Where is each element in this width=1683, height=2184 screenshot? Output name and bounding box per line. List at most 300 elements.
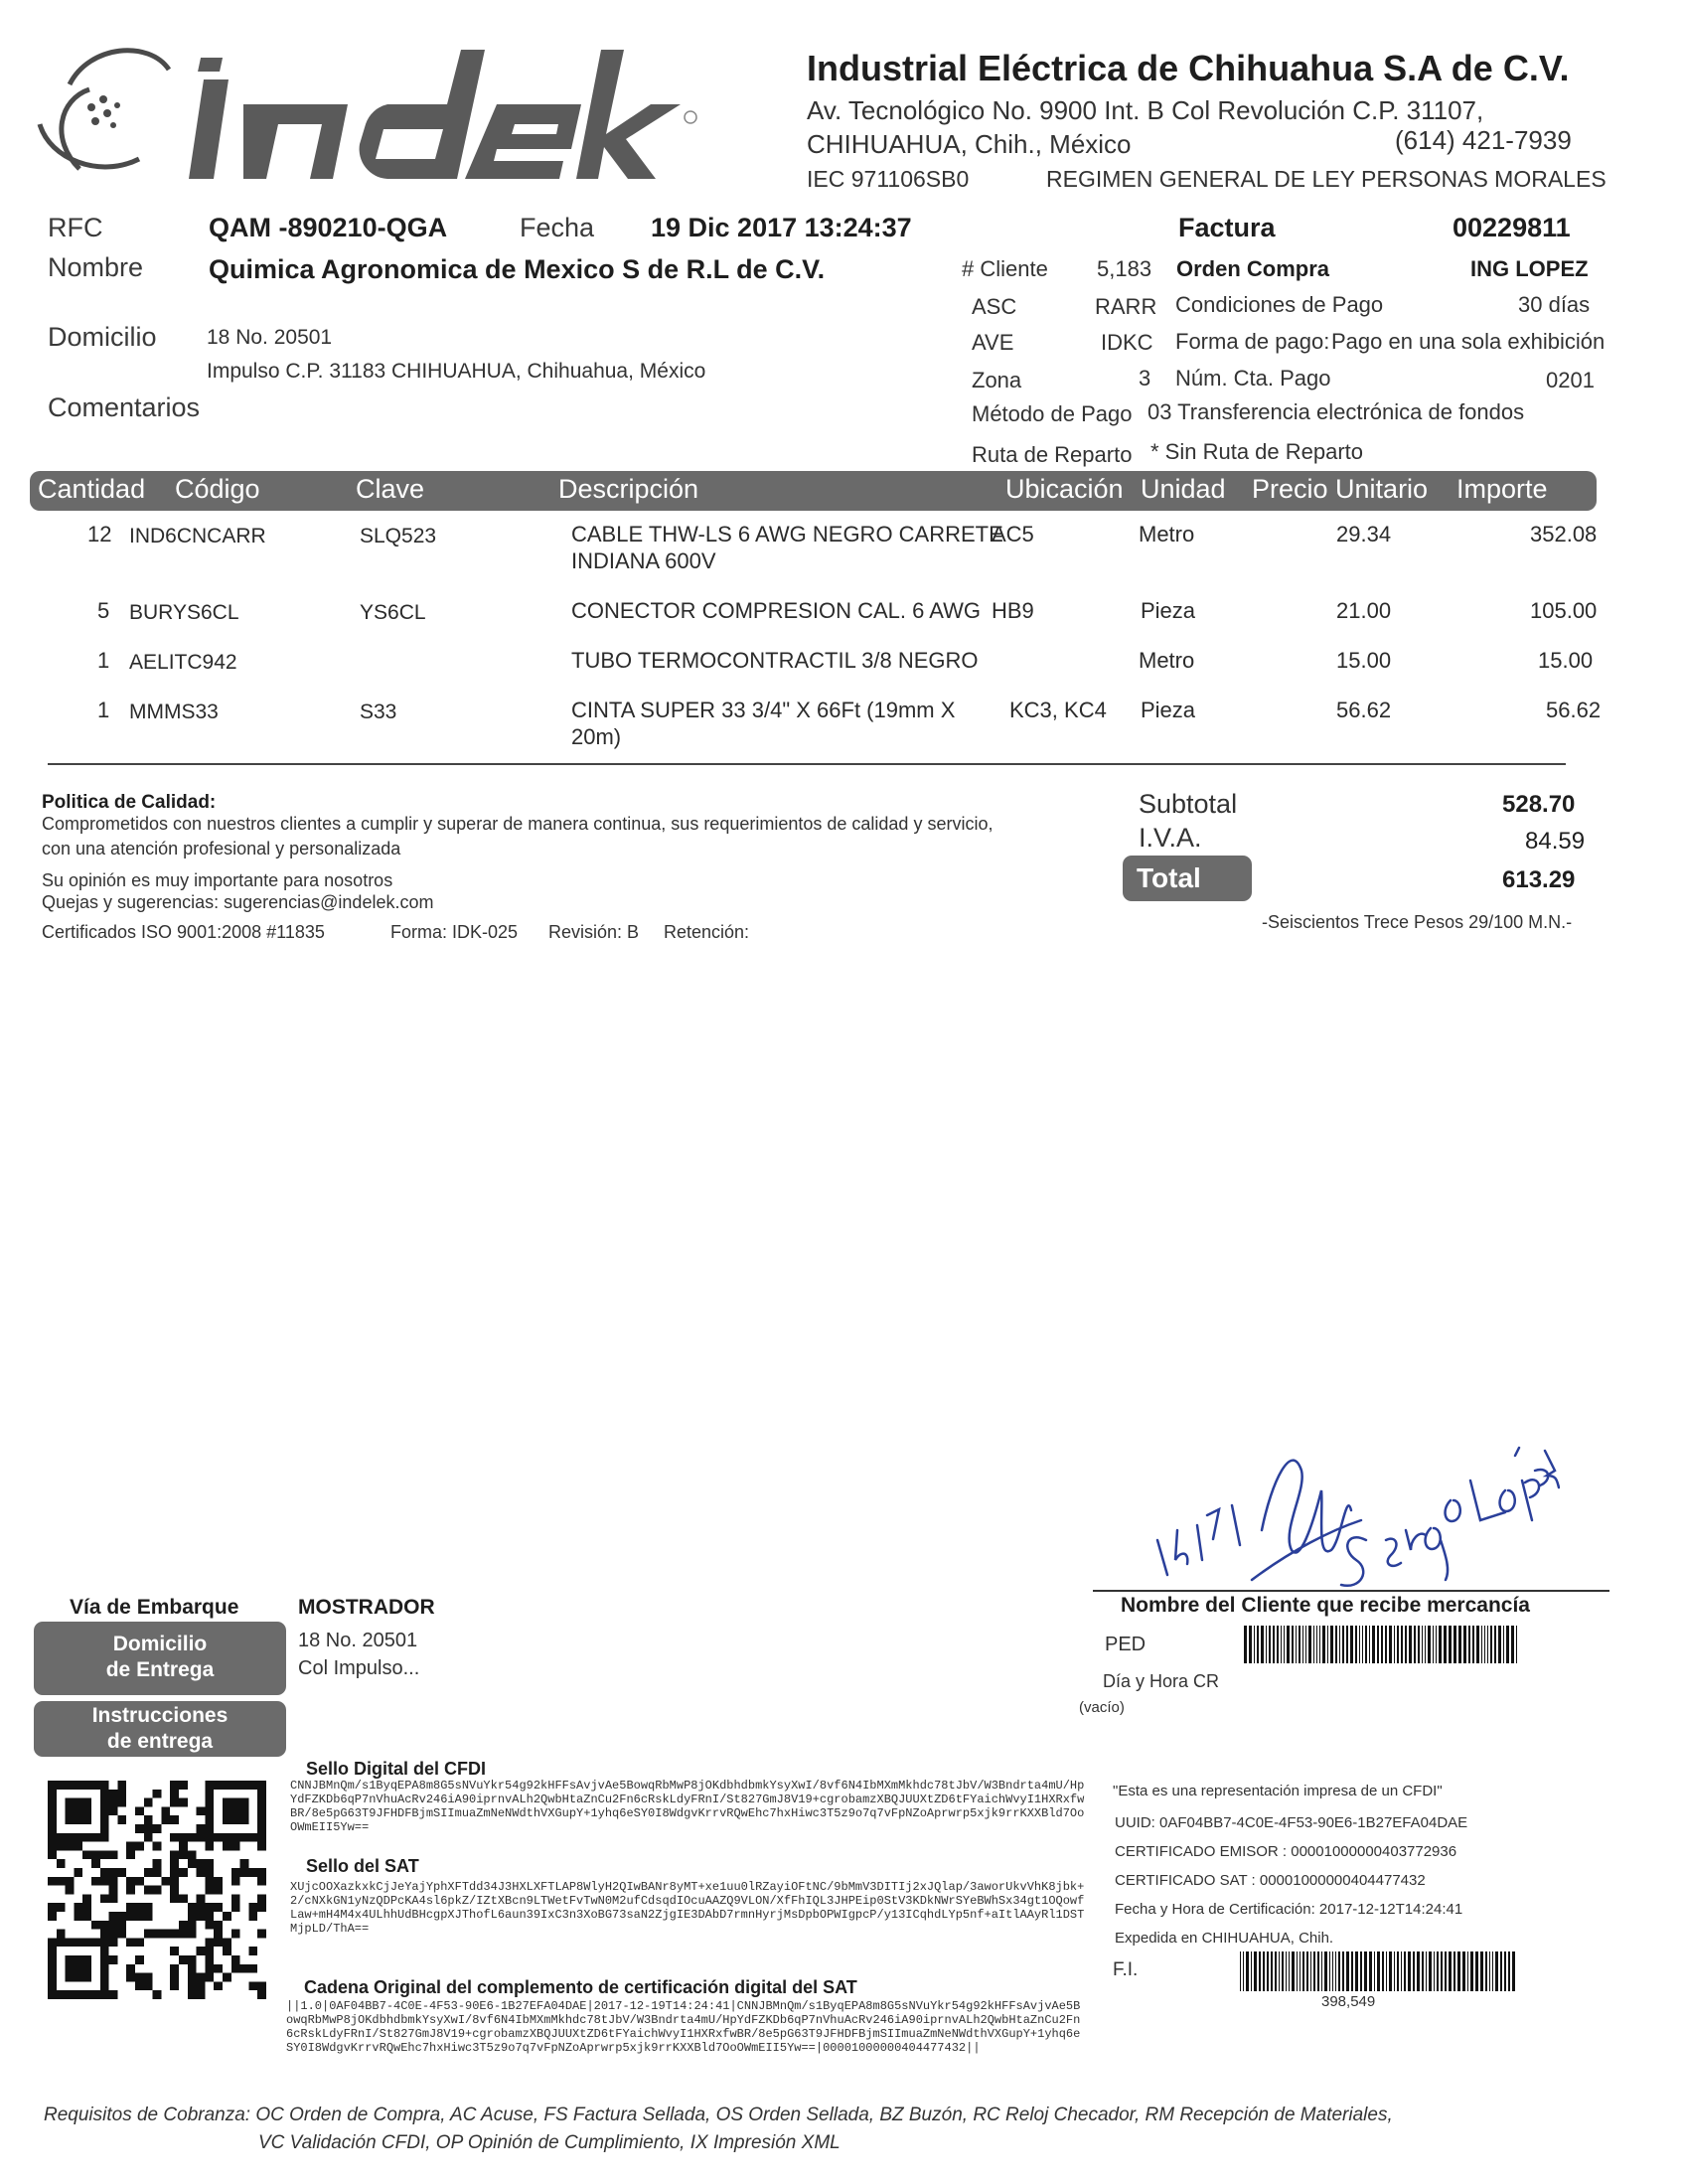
fi-barcode [1240, 1951, 1517, 1991]
barcode-bar [1269, 1626, 1271, 1663]
barcode-bar [1490, 1626, 1492, 1663]
barcode-bar [1494, 1626, 1496, 1663]
cell-descripcion: CONECTOR COMPRESION CAL. 6 AWG [571, 598, 981, 623]
barcode-bar [1257, 1626, 1259, 1663]
qr-module [231, 1842, 240, 1851]
qr-module [197, 1824, 206, 1833]
qr-module [126, 1903, 135, 1912]
barcode-bar [1365, 1626, 1367, 1663]
barcode-bar [1484, 1626, 1485, 1663]
cell-cantidad: 12 [87, 522, 112, 546]
qr-module [126, 1964, 135, 1973]
barcode-bar [1254, 1626, 1255, 1663]
qr-module [144, 1815, 153, 1824]
metodo-pago-value: 03 Transferencia electrónica de fondos [1148, 399, 1525, 424]
qr-module [153, 1990, 162, 1999]
cfdi-uuid: UUID: 0AF04BB7-4C0E-4F53-90E6-1B27EFA04DAE [1115, 1814, 1468, 1831]
barcode-bar [1404, 1951, 1406, 1991]
policy-forma: Forma: IDK-025 [390, 922, 519, 942]
barcode-bar [1330, 1626, 1333, 1663]
barcode-bar [1289, 1951, 1290, 1991]
qr-module [205, 1886, 214, 1895]
qr-module [82, 1903, 91, 1912]
barcode-bar [1444, 1626, 1447, 1663]
barcode-bar [1504, 1951, 1506, 1991]
qr-module [109, 1798, 118, 1807]
company-iec: IEC 971106SB0 [807, 166, 970, 192]
qr-module [170, 1868, 179, 1877]
qr-module [223, 1973, 231, 1982]
policy-title: Politica de Calidad: [42, 792, 217, 813]
barcode-bar [1271, 1951, 1273, 1991]
qr-module [57, 1842, 66, 1851]
qr-module [170, 1798, 179, 1807]
qr-module [135, 1938, 144, 1947]
qr-module [188, 1990, 197, 1999]
qr-module [100, 1894, 109, 1903]
via-embarque-label: Vía de Embarque [70, 1596, 239, 1619]
barcode-bar [1500, 1951, 1502, 1991]
qr-module [231, 1894, 240, 1903]
qr-module [231, 1955, 240, 1964]
cfdi-representacion: "Esta es una representación impresa de un CFDI" [1113, 1783, 1443, 1799]
barcode-bar [1372, 1626, 1375, 1663]
qr-module [231, 1964, 240, 1973]
qr-module [214, 1886, 223, 1895]
barcode-bar [1401, 1626, 1403, 1663]
fecha-value: 19 Dic 2017 13:24:37 [651, 213, 912, 242]
qr-module [109, 1850, 118, 1859]
qr-module [144, 1973, 153, 1982]
barcode-bar [1422, 1951, 1424, 1991]
barcode-bar [1480, 1951, 1483, 1991]
qr-module [248, 1964, 257, 1973]
iva-value: 84.59 [1525, 828, 1586, 855]
qr-module [74, 1842, 82, 1851]
barcode-bar [1389, 1626, 1392, 1663]
qr-module [91, 1877, 100, 1886]
barcode-bar [1273, 1626, 1275, 1663]
qr-module [135, 1806, 144, 1815]
policy-quejas: Quejas y sugerencias: sugerencias@indelek.com [42, 892, 434, 912]
barcode-bar [1489, 1951, 1490, 1991]
sello-cfdi-value: CNNJBMnQm/s1ByqEPA8m8G5sNVuYkr54g92kHFFsAvjvAe5BowqRbMwP8jOKdbhdbmkYsyXwI/8vf6N4IbMXmMkhdc78tJbV/W3Bndrta4mU/HpYdFZKDb6qP7nVhuAcRv246iA90iprnvALh2QwbHtaZnCu2Fn6cRskLdyFRnI/St827GmJ8V19+cgrobamzXBQJUUXtZD6tFYaichWvyI1HXRxfwBR/8e5pG63T9JFHDFBjmSIImuaZmNeNWdthVXGupY+1yhq6eSY0I8WdgvKrrvRQwEhc7hxHiwc3T5z9o7q7vFpNZoAprwrp5xjk9rrKXXBld7OoOWmEII5Yw== [290, 1779, 1085, 1834]
barcode-bar [1508, 1951, 1510, 1991]
barcode-bar [1308, 1626, 1311, 1663]
barcode-bar [1495, 1951, 1498, 1991]
qr-module [170, 1833, 179, 1842]
barcode-bar [1512, 1951, 1515, 1991]
barcode-bar [1246, 1951, 1249, 1991]
barcode-bar [1346, 1951, 1349, 1991]
qr-module [57, 1877, 66, 1886]
barcode-bar [1422, 1626, 1423, 1663]
barcode-bar [1408, 1951, 1411, 1991]
barcode-bar [1475, 1951, 1478, 1991]
total-value: 613.29 [1502, 866, 1576, 893]
qr-module [188, 1930, 197, 1939]
policy-retencion: Retención: [664, 922, 750, 942]
qr-module [231, 1930, 240, 1939]
barcode-bar [1454, 1626, 1456, 1663]
qr-module [48, 1850, 57, 1859]
barcode-bar [1417, 1951, 1420, 1991]
cell-descripcion: TUBO TERMOCONTRACTIL 3/8 NEGRO [571, 648, 979, 673]
cell-descripcion: CINTA SUPER 33 3/4" X 66Ft (19mm X [571, 698, 956, 722]
qr-module [248, 1947, 257, 1955]
barcode-bar [1397, 1626, 1399, 1663]
barcode-bar [1350, 1626, 1353, 1663]
barcode-bar [1329, 1951, 1330, 1991]
qr-module [179, 1781, 188, 1790]
qr-module [153, 1790, 162, 1798]
qr-module [126, 1938, 135, 1947]
qr-module [66, 1842, 75, 1851]
qr-module [170, 1947, 179, 1955]
qr-module [135, 1824, 144, 1833]
barcode-bar [1511, 1626, 1514, 1663]
ped-barcode [1244, 1626, 1519, 1663]
iva-label: I.V.A. [1139, 823, 1202, 853]
qr-module [74, 1912, 82, 1921]
domicilio-entrega-label [34, 1622, 286, 1695]
barcode-bar [1284, 1626, 1285, 1663]
barcode-bar [1472, 1626, 1474, 1663]
barcode-bar [1437, 1951, 1439, 1991]
qr-module [91, 1921, 100, 1930]
barcode-bar [1364, 1951, 1367, 1991]
barcode-bar [1498, 1626, 1501, 1663]
barcode-bar [1244, 1626, 1247, 1663]
qr-module [144, 1798, 153, 1807]
qr-module [197, 1806, 206, 1815]
qr-module [205, 1938, 214, 1947]
forma-pago-label: Forma de pago: [1175, 329, 1330, 354]
metodo-pago-label: Método de Pago [972, 401, 1133, 426]
cell-unidad: Pieza [1141, 598, 1196, 623]
barcode-bar [1310, 1951, 1311, 1991]
qr-module [197, 1833, 206, 1842]
cell-precio: 15.00 [1336, 648, 1392, 673]
barcode-bar [1409, 1626, 1412, 1663]
qr-module [188, 1973, 197, 1982]
barcode-bar [1434, 1951, 1435, 1991]
barcode-bar [1313, 1951, 1315, 1991]
barcode-bar [1243, 1951, 1244, 1991]
barcode-bar [1286, 1951, 1287, 1991]
barcode-bar [1362, 1626, 1363, 1663]
qr-module [188, 1850, 197, 1859]
cell-ubicacion: KC3, KC4 [1009, 698, 1107, 722]
qr-module [179, 1930, 188, 1939]
qr-module [231, 1877, 240, 1886]
qr-module [240, 1868, 249, 1877]
barcode-bar [1251, 1951, 1252, 1991]
qr-module [66, 1798, 91, 1824]
qr-module [257, 1868, 266, 1877]
barcode-bar [1322, 1626, 1325, 1663]
entrega-domicilio-2: Col Impulso... [298, 1657, 420, 1679]
barcode-bar [1266, 1626, 1267, 1663]
qr-module [179, 1894, 188, 1903]
cell-precio: 29.34 [1336, 522, 1392, 546]
barcode-bar [1332, 1951, 1333, 1991]
qr-module [223, 1938, 231, 1947]
qr-module [117, 1815, 126, 1824]
barcode-bar [1296, 1626, 1297, 1663]
barcode-bar [1394, 1951, 1395, 1991]
cell-unidad: Metro [1139, 522, 1195, 546]
barcode-bar [1335, 1626, 1337, 1663]
qr-module [170, 1850, 179, 1859]
qr-module [48, 1912, 57, 1921]
cell-clave: YS6CL [360, 601, 426, 624]
barcode-bar [1401, 1951, 1402, 1991]
qr-module [109, 1886, 118, 1895]
barcode-bar [1433, 1626, 1434, 1663]
domicilio-entrega-line-1: Domicilio [112, 1633, 208, 1655]
qr-module [188, 1859, 197, 1868]
qr-module [214, 1921, 223, 1930]
qr-module [214, 1938, 223, 1947]
barcode-bar [1516, 1626, 1517, 1663]
rfc-value: QAM -890210-QGA [209, 213, 448, 242]
zona-label: Zona [972, 368, 1022, 392]
barcode-bar [1282, 1951, 1284, 1991]
qr-module [109, 1894, 118, 1903]
qr-module [144, 1930, 153, 1939]
barcode-bar [1458, 1626, 1461, 1663]
qr-module [100, 1930, 109, 1939]
qr-module [126, 1877, 135, 1886]
qr-module [170, 1790, 179, 1798]
barcode-bar [1279, 1951, 1280, 1991]
policy-revision: Revisión: B [548, 922, 640, 942]
barcode-bar [1492, 1951, 1493, 1991]
cadena-original-value: ||1.0|0AF04BB7-4C0E-4F53-90E6-1B27EFA04DAE|2017-12-19T14:24:41|CNNJBMnQm/s1ByqEPA8m8G5sNVuYkr54g92kHFFsAvjvAe5BowqRbMwP8jOKdbhdbmkYsyXwI/8vf6N4IbMXmMkhdc78tJbV/W3Bndrta4mU/HpYdFZKDb6qP7nVhuAcRv246iA90iprnvALh2QwbHtaZnCu2Fn6cRskLdyFRnI/St827GmJ8V19+cgrobamzXBQJUUXtZD6tFYaichWvyI1HXRxfwBR/8e5pG63T9JFHDFBjmSIImuaZmNeNWdthVXGupY+1yhq6eSY0I8WdgvKrrvRQwEhc7hxHiwc3T5z9o7q7vFpNZoAprwrp5xjk9rrKXXBld7OoOWmEII5Yw==|00001000000404477432|| [286, 1999, 1081, 2055]
qr-module [170, 1930, 179, 1939]
qr-module [144, 1912, 153, 1921]
qr-module [214, 1964, 223, 1973]
qr-module [126, 1842, 135, 1851]
qr-module [66, 1877, 75, 1886]
barcode-bar [1275, 1951, 1277, 1991]
barcode-bar [1413, 1951, 1415, 1991]
barcode-bar [1342, 1626, 1344, 1663]
qr-module [135, 1903, 144, 1912]
qr-module [135, 1912, 144, 1921]
qr-module [170, 1973, 179, 1982]
barcode-bar [1386, 1951, 1387, 1991]
sello-sat-title: Sello del SAT [306, 1856, 419, 1876]
qr-module [153, 1842, 162, 1851]
barcode-bar [1385, 1626, 1387, 1663]
barcode-bar [1377, 1951, 1380, 1991]
qr-module [57, 1859, 66, 1868]
barcode-bar [1355, 1951, 1358, 1991]
qr-module [257, 1981, 266, 1990]
barcode-bar [1445, 1951, 1447, 1991]
instrucciones-entrega-label [34, 1701, 286, 1757]
barcode-bar [1394, 1626, 1395, 1663]
barcode-bar [1338, 1951, 1340, 1991]
qr-module [109, 1921, 118, 1930]
domicilio-label: Domicilio [48, 322, 157, 352]
footer-requisitos-1: Requisitos de Cobranza: OC Orden de Compra, AC Acuse, FS Factura Sellada, OS Orden Sellada, BZ Buzón, RC Reloj Checador, RM Recepción de Materiales, [44, 2105, 1393, 2125]
qr-module [231, 1868, 240, 1877]
barcode-bar [1335, 1951, 1336, 1991]
ave-label: AVE [972, 330, 1014, 355]
qr-module [161, 1806, 170, 1815]
barcode-bar [1377, 1626, 1379, 1663]
qr-module [48, 1842, 57, 1851]
nombre-value: Quimica Agronomica de Mexico S de R.L de C.V. [209, 254, 826, 284]
col-codigo: Código [175, 474, 260, 504]
qr-module [188, 1964, 197, 1973]
cell-unidad: Metro [1139, 648, 1195, 673]
barcode-bar [1467, 1951, 1468, 1991]
qr-module [188, 1955, 197, 1964]
via-embarque-value: MOSTRADOR [298, 1596, 435, 1619]
qr-module [109, 1938, 118, 1947]
barcode-bar [1374, 1951, 1375, 1991]
qr-module [205, 1964, 214, 1973]
qr-module [179, 1921, 188, 1930]
cell-importe: 56.62 [1546, 698, 1602, 722]
qr-module [144, 1868, 153, 1877]
barcode-bar [1355, 1626, 1357, 1663]
cliente-label: # Cliente [962, 256, 1048, 281]
qr-module [109, 1912, 118, 1921]
qr-module [153, 1859, 162, 1868]
cell-cantidad: 5 [97, 598, 110, 623]
barcode-bar [1317, 1951, 1319, 1991]
qr-module [248, 1912, 257, 1921]
qr-module [109, 1990, 118, 1999]
qr-module [257, 1842, 266, 1851]
cell-descripcion: CABLE THW-LS 6 AWG NEGRO CARRETE [571, 522, 1003, 546]
barcode-bar [1470, 1951, 1473, 1991]
barcode-bar [1319, 1626, 1320, 1663]
qr-module [126, 1886, 135, 1895]
qr-module [144, 1981, 153, 1990]
barcode-bar [1281, 1626, 1282, 1663]
qr-module [109, 1930, 118, 1939]
qr-module [100, 1921, 109, 1930]
qr-module [179, 1868, 188, 1877]
cell-codigo: AELITC942 [129, 651, 237, 674]
barcode-bar [1468, 1626, 1470, 1663]
qr-module [248, 1981, 257, 1990]
qr-module [170, 1894, 179, 1903]
barcode-bar [1259, 1951, 1261, 1991]
qr-module [223, 1947, 231, 1955]
qr-module [117, 1921, 126, 1930]
cell-descripcion-2: 20m) [571, 724, 622, 749]
col-clave: Clave [356, 474, 425, 504]
ped-label: PED [1105, 1634, 1147, 1655]
total-label: Total [1123, 856, 1252, 901]
qr-module [144, 1833, 153, 1842]
barcode-bar [1405, 1626, 1407, 1663]
qr-module [170, 1859, 179, 1868]
entrega-domicilio-1: 18 No. 20501 [298, 1630, 418, 1651]
certificado-sat: CERTIFICADO SAT : 00001000000404477432 [1115, 1872, 1426, 1889]
barcode-bar [1369, 1626, 1370, 1663]
qr-module [179, 1955, 188, 1964]
qr-module [144, 1824, 153, 1833]
qr-module [197, 1981, 206, 1990]
qr-module [197, 1912, 206, 1921]
qr-module [257, 1990, 266, 1999]
qr-module [135, 1955, 144, 1964]
subtotal-value: 528.70 [1502, 791, 1576, 818]
barcode-bar [1292, 1951, 1295, 1991]
barcode-bar [1351, 1951, 1353, 1991]
qr-module [91, 1859, 100, 1868]
condiciones-value: 30 días [1518, 292, 1591, 317]
qr-module [48, 1903, 57, 1912]
qr-module [109, 1790, 118, 1798]
barcode-bar [1429, 1951, 1432, 1991]
barcode-bar [1457, 1951, 1460, 1991]
qr-module [170, 1815, 179, 1824]
qr-module [197, 1894, 206, 1903]
qr-module [223, 1798, 248, 1824]
fecha-certificacion: Fecha y Hora de Certificación: 2017-12-12T14:24:41 [1115, 1901, 1463, 1918]
qr-module [161, 1877, 170, 1886]
signature-nombre-label: Nombre del Cliente que recibe mercancía [1121, 1594, 1530, 1617]
company-address-2: CHIHUAHUA, Chih., México [807, 129, 1132, 159]
qr-module [205, 1947, 214, 1955]
total-in-words: -Seiscientos Trece Pesos 29/100 M.N.- [1262, 912, 1573, 932]
barcode-bar [1254, 1951, 1257, 1991]
col-precio-unitario: Precio Unitario [1252, 474, 1429, 504]
qr-module [170, 1781, 179, 1790]
cuenta-pago-value: 0201 [1546, 368, 1595, 392]
forma-pago-value: Pago en una sola exhibición [1331, 329, 1606, 354]
qr-module [82, 1912, 91, 1921]
asc-label: ASC [972, 294, 1017, 319]
cell-ubicacion: HB9 [992, 598, 1034, 623]
barcode-bar [1481, 1626, 1482, 1663]
cell-descripcion-2: INDIANA 600V [571, 548, 716, 573]
domicilio-line-2: Impulso C.P. 31183 CHIHUAHUA, Chihuahua, México [207, 360, 706, 383]
cell-cantidad: 1 [97, 648, 110, 673]
qr-module [205, 1859, 214, 1868]
sello-sat-value: XUjcOOXazkxkCjJeYajYphXFTdd34J3HXLXFTLAP8WlyH2QIwBANr8yMT+xe1uu0lRZayiOFtNC/9bMmV3DITIj2xJQlap/3aworUkvVhK8jbk+2/cNXkGN1yNzQDPcKA4sl6pkZ/IZtXBcn9LTWetFvTwN0M2ufCdsqdIOcuAAZQ9VLON/XfFhIQL3JHPEip0StV3KDkNWrSYeBWhSx34gt1OQowfLaw+mH4M4x4ULhhUdBHcgpXJThofL6aun39IxC3n3XoBG73saN2ZjgIE3DAbD7rmnHyrjMsDpbOPWIgpcP/y13ICqhdLYp5nf+aItlAAyRl1DSTMjpLD/ThA== [290, 1880, 1085, 1936]
qr-module [197, 1859, 206, 1868]
barcode-bar [1389, 1951, 1392, 1991]
qr-module [223, 1912, 231, 1921]
barcode-bar [1297, 1951, 1298, 1991]
qr-module [126, 1973, 135, 1982]
fecha-label: Fecha [520, 213, 595, 242]
qr-module [214, 1903, 223, 1912]
nombre-label: Nombre [48, 252, 144, 282]
ruta-label: Ruta de Reparto [972, 442, 1133, 467]
ave-value: IDKC [1101, 330, 1153, 355]
barcode-bar [1503, 1626, 1504, 1663]
qr-module [100, 1868, 109, 1877]
fi-label: F.I. [1113, 1959, 1139, 1980]
cliente-value: 5,183 [1097, 256, 1152, 281]
barcode-bar [1306, 1951, 1308, 1991]
col-descripcion: Descripción [558, 474, 699, 504]
qr-module [170, 1886, 179, 1895]
qr-module [66, 1955, 91, 1981]
qr-module [91, 1850, 100, 1859]
